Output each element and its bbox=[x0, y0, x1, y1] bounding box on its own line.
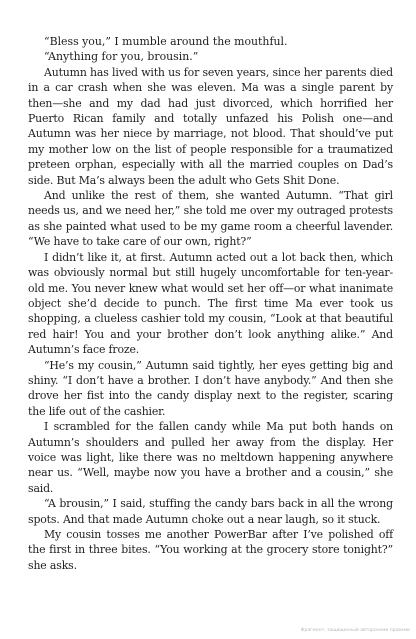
paragraph-4: And unlike the rest of them, she wanted Autumn. “That girl needs us, and we need her,” she told me over my outraged protests as she painted what used to be my game room a cheerful lavender. “We have to take care of our own, right?” bbox=[28, 189, 393, 249]
paragraph-6: “He’s my cousin,” Autumn said tightly, her eyes getting big and shiny. “I don’t have a brother. I don’t have anybody.” And then she drove her fist into the candy display next to the register, scaring the life out of the cashier. bbox=[28, 358, 393, 418]
paragraph-9: My cousin tosses me another PowerBar after I’ve polished off the first in three bites. “You working at the grocery store tonight?” she asks. bbox=[28, 528, 393, 572]
paragraph-5: I didn’t like it, at first. Autumn acted out a lot back then, which was obviously normal but still hugely uncomfortable for ten-year-old me. You never knew what would set her off—or what inanimate object she’d decide to punch. The first time Ma ever took us shopping, a clueless cashier told my cousin, “Look at that beautiful red hair! You and your brother don’t look anything alike.” And Autumn’s face froze. bbox=[28, 250, 393, 357]
book-page-text bbox=[28, 34, 393, 573]
paragraph-1: “Bless you,” I mumble around the mouthful. bbox=[44, 35, 288, 48]
paragraph-3: Autumn has lived with us for seven years, since her parents died in a car crash when she was eleven. Ma was a single parent by then—she and my dad had just divorced, which horrified her Puerto Rican family and totally unfazed his Polish one—and Autumn was her niece by marriage, not blood. That should’ve put my mother low on the list of people responsible for a traumatized preteen orphan, especially with all the married couples on Dad’s side. But Ma’s always been the adult who Gets Shit Done. bbox=[28, 65, 393, 187]
paragraph-7: I scrambled for the fallen candy while Ma put both hands on Autumn’s shoulders and pulled her away from the display. Her voice was light, like there was no meltdown happening anywhere near us. “Well, maybe now you have a brother and a cousin,” she said. bbox=[28, 420, 393, 495]
paragraph-2: “Anything for you, brousin.” bbox=[44, 50, 199, 64]
copyright-watermark: Фрагмент, защищенный авторскими правами bbox=[300, 628, 410, 633]
paragraph-8: “A brousin,” I said, stuffing the candy bars back in all the wrong spots. And that made Autumn choke out a near laugh, so it stuck. bbox=[28, 497, 393, 526]
